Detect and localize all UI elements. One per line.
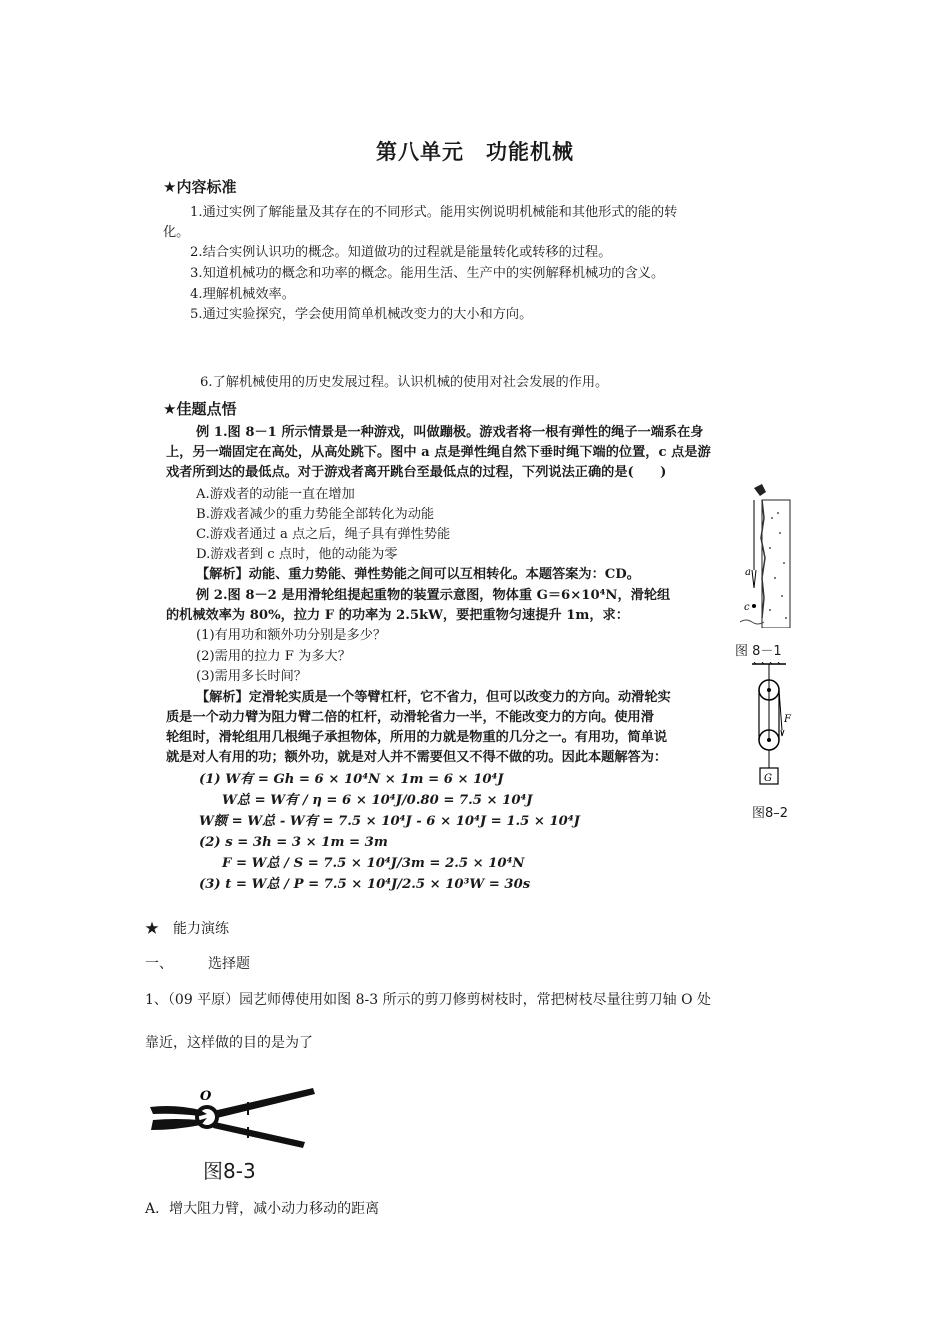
example2-analysis-4: 就是对人有用的功；额外功，就是对人并不需要但又不得不做的功。因此本题解答为： [166,750,668,765]
example2-line2: 的机械效率为 80%，拉力 F 的功率为 2.5kW，要把重物匀速提升 1m，求： [166,608,629,623]
solution-line-3: W额 = W总 - W有 = 7.5 × 10⁴J - 6 × 10⁴J = 1.5 × 10⁴J [199,814,580,829]
figure-8-1-label-c: c [744,602,750,613]
example1-option-a: A.游戏者的动能一直在增加 [196,487,355,502]
example1-line3: 戏者所到达的最低点。对于游戏者离开跳台至最低点的过程，下列说法正确的是( ) [166,465,667,480]
figure-8-2-pulley [748,662,792,787]
standard-item-5: 5.通过实验探究，学会使用简单机械改变力的大小和方向。 [190,307,533,322]
example2-analysis-3: 轮组时，滑轮组用几根绳子承担物体，所用的力就是物重的几分之一。有用功，简单说 [166,730,668,745]
figure-8-1-label-a: a [745,567,751,578]
example2-line1: 例 2.图 8－2 是用滑轮组提起重物的装置示意图，物体重 G＝6×10⁴N，滑轮组 [196,588,671,603]
figure-8-1-caption: 图 8－1 [735,644,782,659]
example2-analysis-2: 质是一个动力臂为阻力臂二倍的杠杆，动滑轮省力一半，不能改变力的方向。使用滑 [166,710,654,725]
question-1-line1: 1、（09 平原）园艺师傅使用如图 8-3 所示的剪刀修剪树枝时，常把树枝尽量往剪刀轴 O 处 [145,992,711,1008]
figure-8-3-shears [145,1080,320,1150]
figure-8-3-label-o: O [200,1089,212,1104]
example1-line1: 例 1.图 8－1 所示情景是一种游戏，叫做蹦极。游戏者将一根有弹性的绳子一端系在身 [196,425,704,440]
section-heading-examples: ★佳题点悟 [163,400,237,418]
example1-option-c: C.游戏者通过 a 点之后，绳子具有弹性势能 [196,527,451,542]
figure-8-1-bungee [740,478,800,628]
standard-item-4: 4.理解机械效率。 [190,287,295,302]
solution-line-1: (1) W有 = Gh = 6 × 10⁴N × 1m = 6 × 10⁴J [199,772,504,787]
example2-question-1: (1)有用功和额外功分别是多少？ [196,628,387,643]
standard-item-2: 2.结合实例认识功的概念。知道做功的过程就是能量转化或转移的过程。 [190,245,612,260]
example2-question-2: (2)需用的拉力 F 为多大？ [196,649,351,664]
example1-option-d: D.游戏者到 c 点时，他的动能为零 [196,547,398,562]
solution-line-6: (3) t = W总 / P = 7.5 × 10⁴J/2.5 × 10³W = 30s [199,877,531,892]
figure-8-2-label-f: F [784,714,791,725]
standard-item-3: 3.知道机械功的概念和功率的概念。能用生活、生产中的实例解释机械功的含义。 [190,266,665,281]
section-heading-standards: ★内容标准 [163,178,237,196]
subsection-choice: 一、 选择题 [145,956,250,972]
question-1-option-a: A．增大阻力臂，减小动力移动的距离 [145,1201,380,1217]
solution-line-2: W总 = W有 / η = 6 × 10⁴J/0.80 = 7.5 × 10⁴J [222,793,533,808]
figure-8-3-caption: 图8-3 [203,1159,256,1183]
solution-line-4: (2) s = 3h = 3 × 1m = 3m [199,835,388,850]
standard-item-1-cont: 化。 [163,225,190,240]
example1-answer: 【解析】动能、重力势能、弹性势能之间可以互相转化。本题答案为：CD。 [196,567,640,582]
figure-8-2-caption: 图8–2 [752,806,789,821]
example1-option-b: B.游戏者减少的重力势能全部转化为动能 [196,507,435,522]
example2-analysis-1: 【解析】定滑轮实质是一个等臂杠杆，它不省力，但可以改变力的方向。动滑轮实 [196,690,671,705]
page-title: 第八单元 功能机械 [376,140,574,164]
standard-item-1: 1.通过实例了解能量及其存在的不同形式。能用实例说明机械能和其他形式的能的转 [190,205,678,220]
section-heading-practice: ★ 能力演练 [145,921,229,937]
example1-line2: 上，另一端固定在高处，从高处跳下。图中 a 点是弹性绳自然下垂时绳下端的位置，c 点是游 [166,445,711,460]
solution-line-5: F = W总 / S = 7.5 × 10⁴J/3m = 2.5 × 10⁴N [222,856,525,871]
question-1-line2: 靠近，这样做的目的是为了 [145,1035,313,1051]
standard-item-6: 6.了解机械使用的历史发展过程。认识机械的使用对社会发展的作用。 [200,375,609,390]
example2-question-3: (3)需用多长时间？ [196,669,307,684]
figure-8-2-label-g: G [764,773,772,784]
